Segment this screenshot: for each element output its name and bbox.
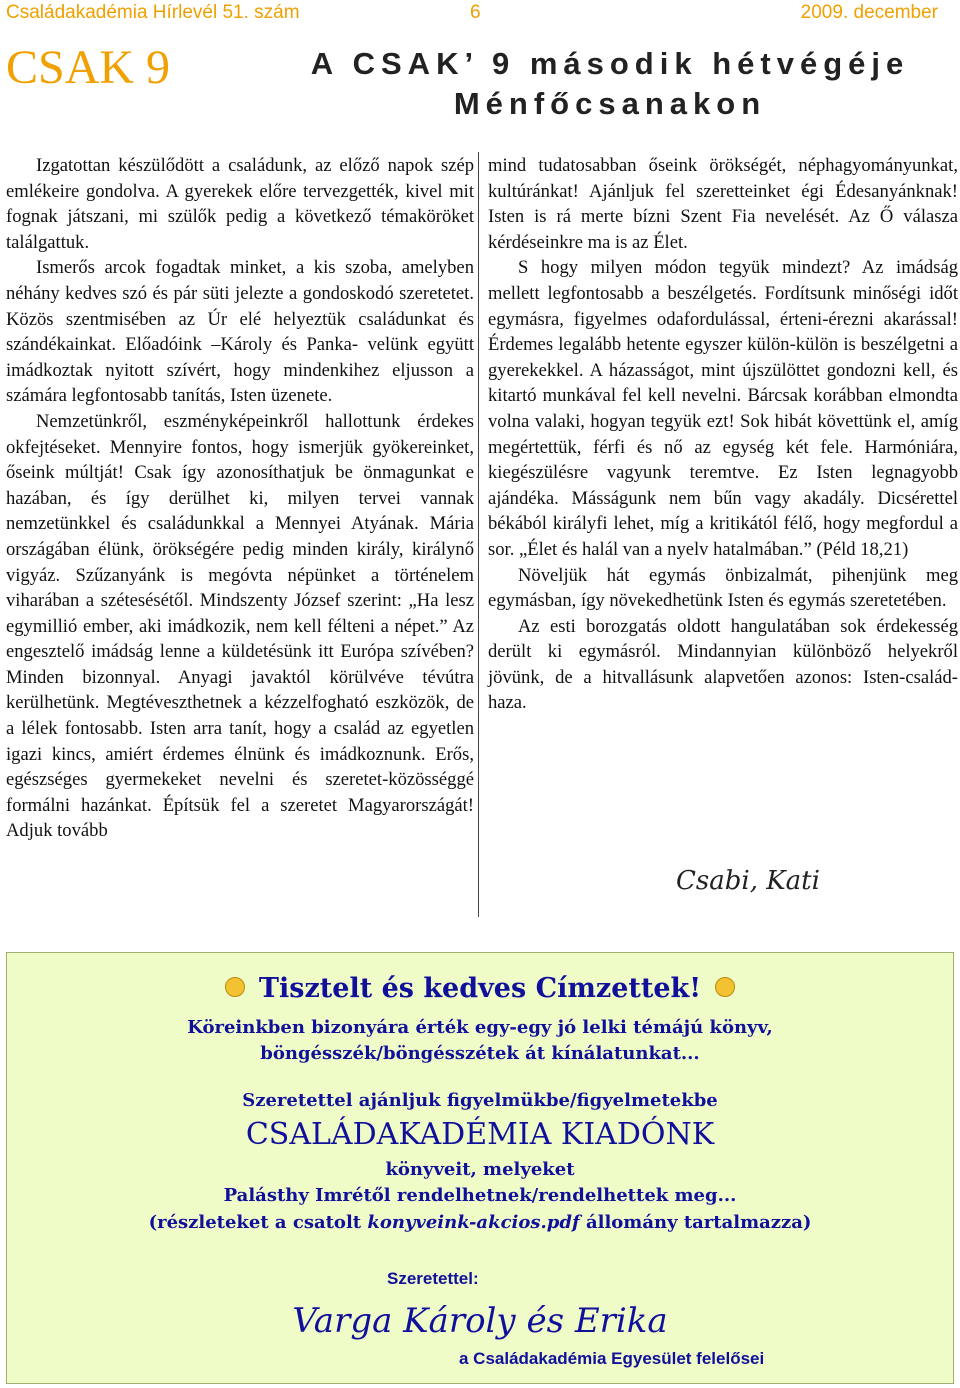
publisher-name: CSALÁDAKADÉMIA KIADÓNK: [245, 1117, 715, 1152]
notice-heading-text: Tisztelt és kedves Címzettek!: [258, 973, 702, 1004]
left-column: [6, 153, 474, 844]
notice-line: Palásthy Imrétől rendelhetnek/rendelhettek meg...: [223, 1185, 737, 1206]
smiley-icon: [715, 977, 735, 997]
article-signature: Csabi, Kati: [676, 866, 820, 896]
issue-date: 2009. december: [800, 2, 938, 23]
paragraph: Izgatottan készülődött a családunk, az előző napok szép emlékeire gondolva. A gyerekek előre tervezgették, kivel mit fognak játszani, mi szülők pedig a következő témaköröket találgattuk.: [6, 155, 474, 253]
signatories-role: a Családakadémia Egyesület felelősei: [459, 1349, 765, 1368]
paragraph: Nemzetünkről, eszményképeinkről hallottunk érdekes okfejtéseket. Mennyire fontos, hogy ismerjük gyökereinket, őseink múltját! Csak így azonosíthatjuk be önmagunkat e hazában, és így derülhet ki, milyen tervei vannak nemzetünkkel és családunkkal a Mennyei Atyának. Mária országában élünk, örökségére pedig minden király, királynő vigyáz. Szűzanyánk is megóvta népünket a történelem viharában a szétesésétől. Mindszenty József szerint: „Ha lesz egymillió ember, aki imádkozik, nem kell félteni a népet.” Az engesztelő imádság lenne a küldetésünk itt Európa szívében? Minden bizonnyal. Anyagi javaktól körülvéve tévútra kerülhetünk. Megtéveszthetnek a kézzelfogható eszközök, de a lélek fontosabb. Isten arra tanít, hogy a család az egyetlen igazi kincs, amiért érdemes élnünk és imádkoznunk. Erős, egészséges gyermekeket nevelni és szeretet-közösséggé formálni hazánkat. Építsük fel a szeretet Magyarországát! Adjuk tovább: [6, 410, 474, 842]
notice-line: Szeretettel ajánljuk figyelmükbe/figyelmetekbe: [242, 1090, 718, 1111]
signatories: Varga Károly és Erika: [292, 1301, 668, 1341]
paragraph: Növeljük hát egymás önbizalmát, pihenjünk meg egymásban, így növekedhetünk Isten és egymás szeretetében.: [488, 564, 958, 612]
paragraph: Ismerős arcok fogadtak minket, a kis szoba, amelyben néhány kedves szó és pár süti jelezte a gondoskodó szeretetet. Közös szentmisében az Úr elé helyeztük családunkat és szándékainkat. Előadóink –Károly és Panka- velünk együtt imádkoztak nyitott szívért, hogy mindenkihez eljusson a számára legfontosabb tanítás, Isten üzenete.: [6, 257, 474, 407]
page-number: 6: [470, 2, 481, 23]
attachment-note: [7, 1212, 953, 1233]
attachment-filename: konyveink-akcios.pdf: [367, 1212, 580, 1233]
notice-line: Köreinkben bizonyára érték egy-egy jó lelki témájú könyv,: [187, 1017, 773, 1038]
article-title: [270, 44, 950, 124]
notice-line: böngésszék/böngésszétek át kínálatunkat...: [260, 1043, 700, 1064]
paragraph: mind tudatosabban őseink örökségét, néphagyományunkat, kultúránkat! Ajánljuk fel szeretteinket égi Édesanyánknak! Isten is rá merte bízni Szent Fia nevelését. Az Ő válasza kérdéseinkre ma is az Élet.: [488, 155, 958, 253]
attachment-note-prefix: (részleteket a csatolt: [148, 1212, 368, 1233]
newsletter-issue: Családakadémia Hírlevél 51. szám: [6, 2, 300, 23]
notice-box: [6, 952, 954, 1384]
title-line-1: A CSAK’ 9 második hétvégéje: [310, 46, 910, 81]
smiley-icon: [225, 977, 245, 997]
paragraph: Az esti borozgatás oldott hangulatában sok érdekesség derült ki egymásról. Mindannyian különböző helyekről jövünk, de a hitvallásunk alapvetően azonos: Isten-család-haza.: [488, 615, 958, 714]
attachment-note-suffix: állomány tartalmazza): [579, 1212, 812, 1233]
column-divider: [478, 152, 479, 917]
closing-greeting: Szeretettel:: [387, 1269, 479, 1288]
paragraph: S hogy milyen módon tegyük mindezt? Az imádság mellett legfontosabb a beszélgetés. Fordítsunk minőségi időt egymásra, figyelmes odafordulással, érteni-érezni akarással! Érdemes legalább hetente egyszer külön-külön is beszélgetni a gyerekekkel. A házasságot, mint újszülöttet gondozni kell, és kitartó munkával fel kell nevelni. Bárcsak korábban elmondta volna valaki, hogyan tegyük ezt! Sok hibát követtünk el, amíg megértettük, férfi és nő az egység két fele. Harmóniára, kiegészülésre vagyunk teremtve. Ez Isten legnagyobb ajándéka. Másságunk nem bűn vagy akadály. Dicsérettel békából királyfi lehet, míg a kritikától félő, hogy megfordul a sor. „Élet és halál van a nyelv hatalmában.” (Péld 18,21): [488, 257, 958, 560]
notice-heading: [7, 973, 953, 1004]
section-label: CSAK 9: [6, 41, 171, 94]
right-column: [488, 153, 958, 716]
title-line-2: Ménfőcsanakon: [453, 86, 767, 121]
notice-line: könyveit, melyeket: [385, 1159, 575, 1180]
running-header: [6, 2, 938, 30]
